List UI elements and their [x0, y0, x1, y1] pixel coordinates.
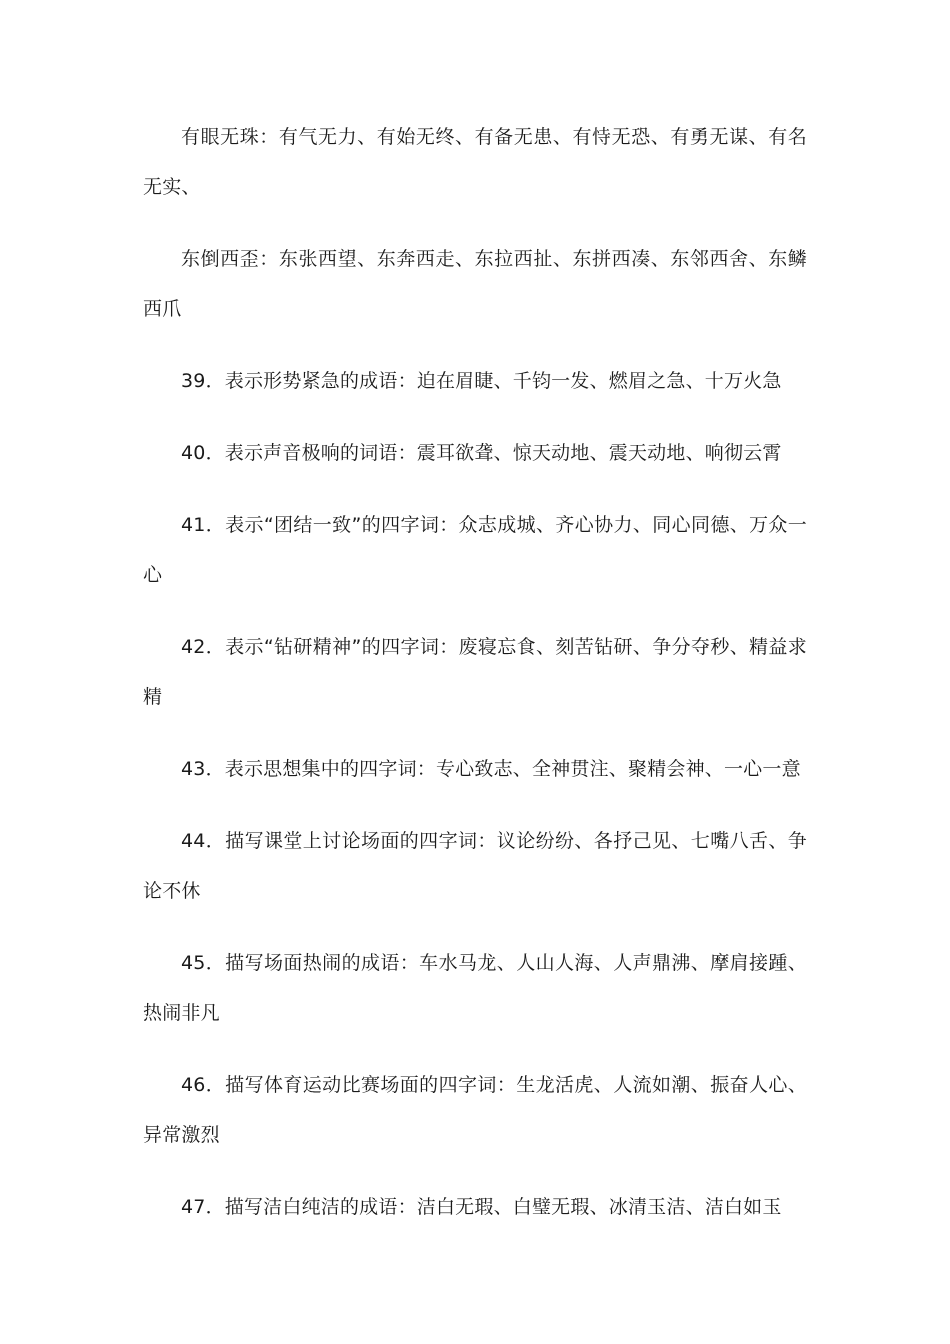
paragraph-dongdao: 东倒西歪：东张西望、东奔西走、东拉西扯、东拼西凑、东邻西舍、东鳞西爪 — [143, 248, 807, 320]
paragraph-42: 42．表示“钻研精神”的四字词：废寝忘食、刻苦钻研、争分夺秒、精益求精 — [143, 636, 807, 708]
paragraph-44: 44．描写课堂上讨论场面的四字词：议论纷纷、各抒己见、七嘴八舌、争论不休 — [143, 830, 807, 902]
paragraph-45: 45．描写场面热闹的成语：车水马龙、人山人海、人声鼎沸、摩肩接踵、热闹非凡 — [143, 952, 807, 1024]
paragraph-46: 46．描写体育运动比赛场面的四字词：生龙活虎、人流如潮、振奋人心、异常激烈 — [143, 1074, 807, 1146]
paragraph-youyan: 有眼无珠：有气无力、有始无终、有备无患、有恃无恐、有勇无谋、有名无实、 — [143, 126, 807, 198]
paragraph-43: 43．表示思想集中的四字词：专心致志、全神贯注、聚精会神、一心一意 — [181, 758, 801, 780]
paragraph-47: 47．描写洁白纯洁的成语：洁白无瑕、白璧无瑕、冰清玉洁、洁白如玉 — [181, 1196, 782, 1218]
paragraph-39: 39．表示形势紧急的成语：迫在眉睫、千钧一发、燃眉之急、十万火急 — [181, 370, 782, 392]
document-body — [143, 112, 807, 1232]
paragraph-41: 41．表示“团结一致”的四字词：众志成城、齐心协力、同心同德、万众一心 — [143, 514, 807, 586]
paragraph-40: 40．表示声音极响的词语：震耳欲聋、惊天动地、震天动地、响彻云霄 — [181, 442, 782, 464]
